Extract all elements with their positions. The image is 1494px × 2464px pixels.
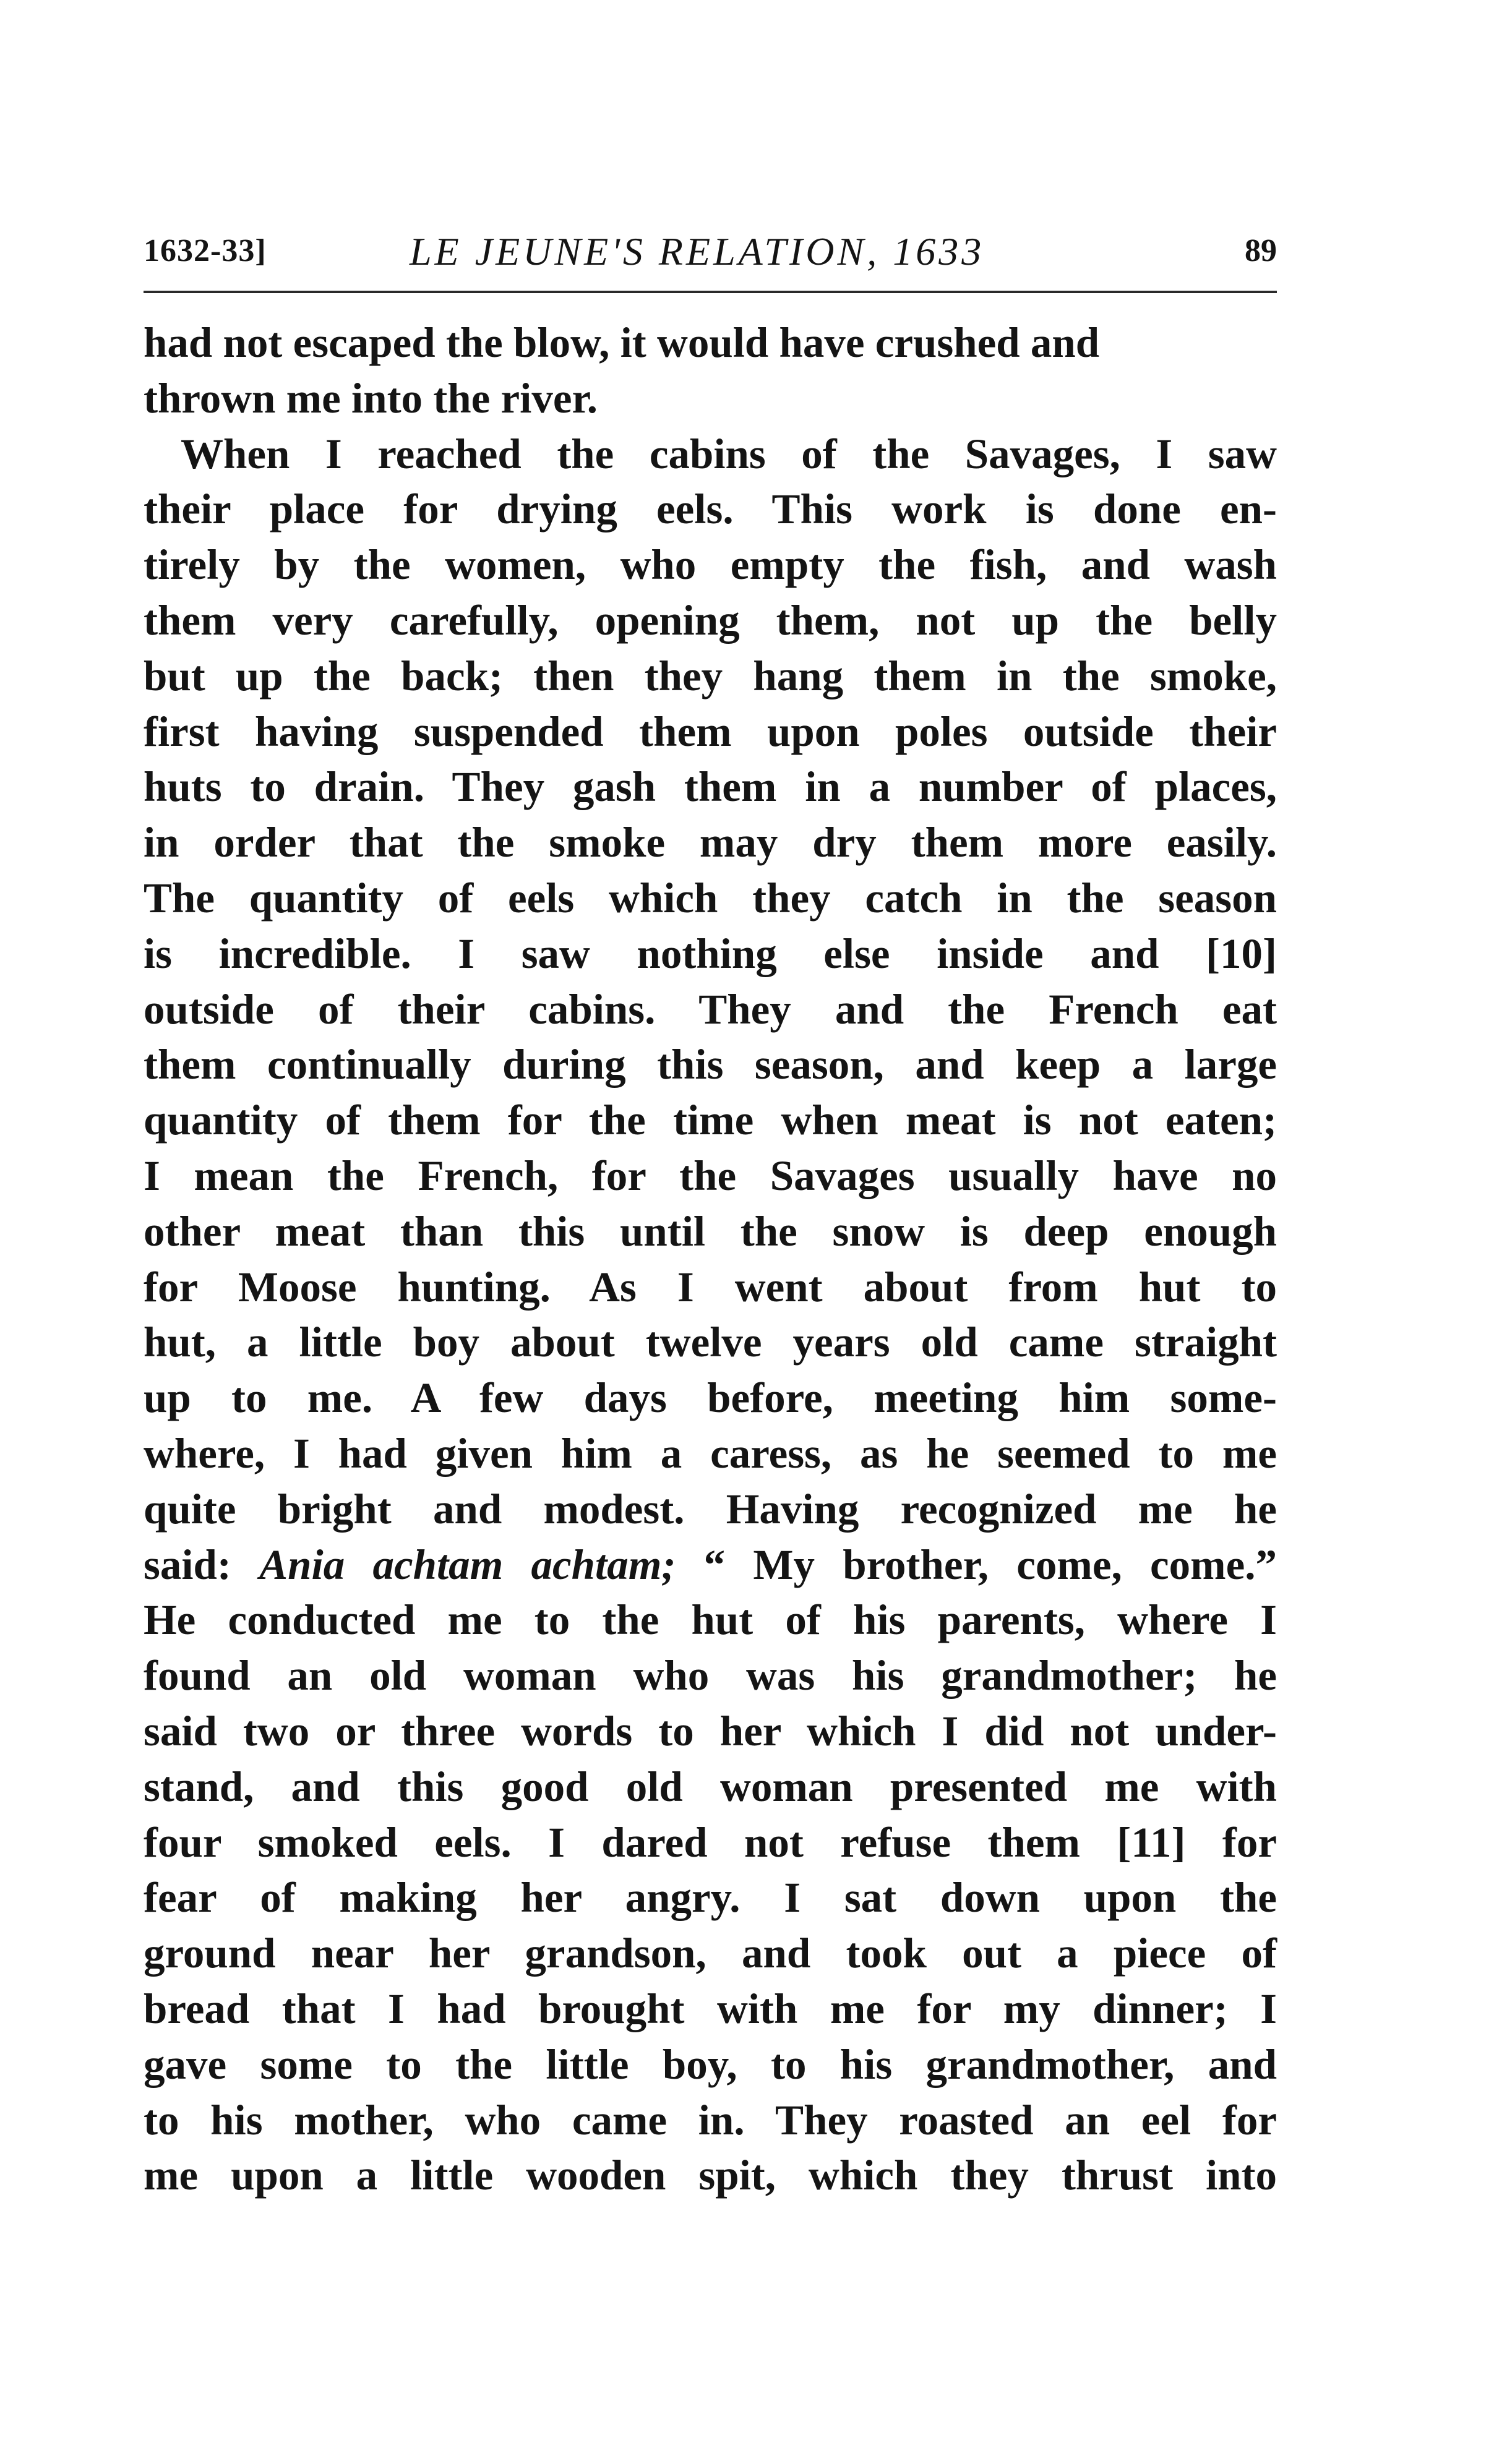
text-line: where, I had given him a caress, as he seemed to me xyxy=(144,1429,1277,1477)
native-phrase: Ania achtam achtam; xyxy=(259,1541,676,1588)
text-line: hut, a little boy about twelve years old came straight xyxy=(144,1319,1277,1366)
text-line: thrown me into the river. xyxy=(144,374,598,422)
text-line: to his mother, who came in. They roasted an eel for xyxy=(144,2096,1277,2144)
text-line: When I reached the cabins of the Savages, I saw xyxy=(181,430,1277,477)
text-line: He conducted me to the hut of his parents, where I xyxy=(144,1596,1277,1644)
text-line: had not escaped the blow, it would have crushed and xyxy=(144,319,1100,366)
text-line: quite bright and modest. Having recognized me he xyxy=(144,1485,1277,1533)
text-line: The quantity of eels which they catch in the season xyxy=(144,874,1277,922)
text-line: ground near her grandson, and took out a piece of xyxy=(144,1930,1277,1977)
text-line: found an old woman who was his grandmother; he xyxy=(144,1652,1277,1700)
text-line: me upon a little wooden spit, which they thrust into xyxy=(144,2152,1277,2199)
text-line: is incredible. I saw nothing else inside and [10] xyxy=(144,930,1277,977)
text-line: I mean the French, for the Savages usually have no xyxy=(144,1152,1277,1199)
text-line: them very carefully, opening them, not up the belly xyxy=(144,596,1277,644)
running-header xyxy=(144,229,1277,272)
body-text xyxy=(144,315,1277,2204)
text-line-quote xyxy=(144,1538,1277,1593)
text-line: huts to drain. They gash them in a number of places, xyxy=(144,763,1277,811)
text-line: but up the back; then they hang them in the smoke, xyxy=(144,652,1277,699)
text-segment: said: xyxy=(144,1541,260,1588)
text-line: their place for drying eels. This work is done en- xyxy=(144,486,1277,533)
text-line: outside of their cabins. They and the French eat xyxy=(144,985,1277,1033)
text-line: quantity of them for the time when meat is not eaten; xyxy=(144,1097,1277,1144)
text-line: tirely by the women, who empty the fish, and wash xyxy=(144,541,1277,589)
text-line: said two or three words to her which I did not under- xyxy=(144,1707,1277,1755)
header-rule xyxy=(144,291,1277,293)
text-line: first having suspended them upon poles outside their xyxy=(144,708,1277,755)
text-line: for Moose hunting. As I went about from hut to xyxy=(144,1263,1277,1311)
text-line: fear of making her angry. I sat down upon the xyxy=(144,1874,1277,1922)
text-segment: “ My brother, come, come.” xyxy=(676,1541,1277,1588)
text-line: gave some to the little boy, to his grandmother, and xyxy=(144,2040,1277,2088)
text-line: bread that I had brought with me for my dinner; I xyxy=(144,1985,1277,2032)
text-line: them continually during this season, and keep a large xyxy=(144,1041,1277,1089)
text-line: stand, and this good old woman presented me with xyxy=(144,1763,1277,1810)
text-line: in order that the smoke may dry them more easily. xyxy=(144,819,1277,866)
page-number: 89 xyxy=(1245,233,1277,268)
header-title: LE JEUNE'S RELATION, 1633 xyxy=(410,229,985,273)
text-line: other meat than this until the snow is deep enough xyxy=(144,1207,1277,1255)
text-line: up to me. A few days before, meeting him some- xyxy=(144,1374,1277,1422)
text-line: four smoked eels. I dared not refuse them [11] for xyxy=(144,1818,1277,1866)
header-years: 1632-33] xyxy=(144,233,267,268)
